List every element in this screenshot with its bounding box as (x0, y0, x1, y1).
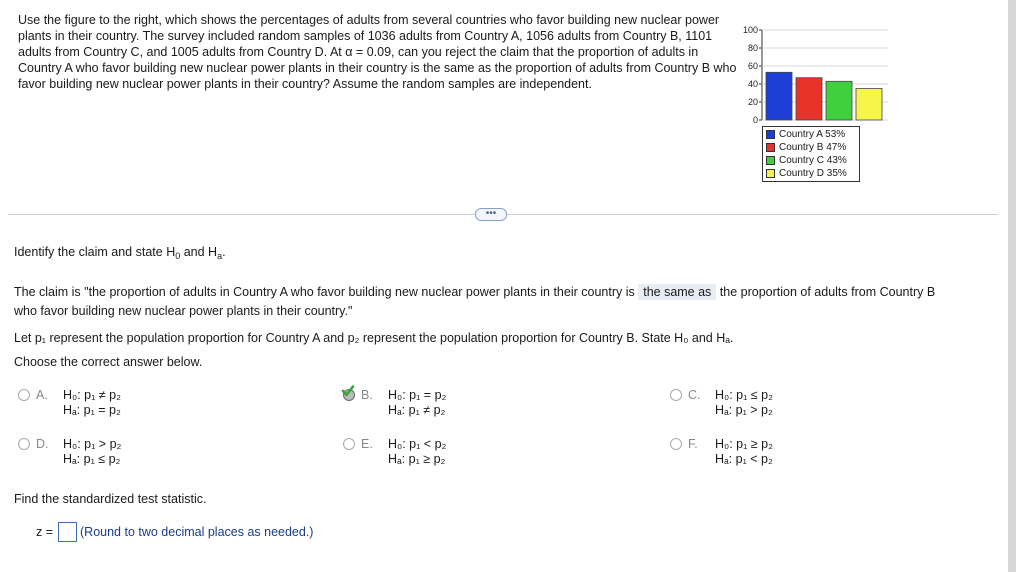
choose-prompt: Choose the correct answer below. (14, 355, 203, 369)
legend-item-country-d: Country D 35% (765, 167, 857, 180)
radio-f[interactable] (670, 438, 682, 450)
bar-country-b (796, 78, 822, 120)
z-answer-input[interactable] (58, 522, 77, 542)
round-hint: (Round to two decimal places as needed.) (80, 525, 314, 539)
y-tick-label: 100 (742, 25, 758, 35)
legend-swatch-d (766, 169, 775, 178)
legend-swatch-b (766, 143, 775, 152)
problem-text: Use the figure to the right, which shows the percentages of adults from several countries who favor building new nuclear power plants in their country. The survey included random samples of 1036 adults from Country A, 1056 adults from Country B, 1101 adults from Country C, and 1005 adults from Country D. At α = 0.09, can you reject the claim that the proportion of adults in Country A who favor building new nuclear power plants in their country is the same as the proportion of adults from Country B who favor building new nuclear power plants in their country? Assume the random samples are independent. (18, 13, 737, 91)
claim-highlight: the same as (638, 284, 716, 300)
legend-swatch-a (766, 130, 775, 139)
claim-text: The claim is "the proportion of adults in Country A who favor building new nuclear power plants in their country is the same as the proportion of adults from Country B who favor building new nuclear power plants in their country." (14, 285, 936, 318)
z-label: z = (36, 525, 54, 539)
bar-country-a (766, 72, 792, 120)
legend-item-country-a: Country A 53% (765, 128, 857, 141)
legend-item-country-c: Country C 43% (765, 154, 857, 167)
radio-a[interactable] (18, 389, 30, 401)
let-p-text: Let p₁ represent the population proportion for Country A and p₂ represent the population proportion for Country B. State H₀ and Hₐ. (14, 331, 734, 345)
bar-country-d (856, 89, 882, 121)
expand-more-button[interactable]: ••• (475, 208, 507, 221)
y-tick-label: 40 (747, 79, 758, 89)
y-tick-label: 20 (747, 97, 758, 107)
radio-e[interactable] (343, 438, 355, 450)
radio-d[interactable] (18, 438, 30, 450)
right-scroll-edge[interactable] (1008, 0, 1016, 572)
y-tick-label: 0 (752, 115, 758, 125)
bar-chart (740, 22, 890, 126)
find-statistic-prompt: Find the standardized test statistic. (14, 492, 207, 506)
y-tick-label: 60 (747, 61, 758, 71)
radio-c[interactable] (670, 389, 682, 401)
legend-item-country-b: Country B 47% (765, 141, 857, 154)
check-icon (341, 384, 355, 398)
bar-country-c (826, 81, 852, 120)
step1-instruction: Identify the claim and state $H_0$ and $H_a$. (14, 245, 226, 261)
legend-swatch-c (766, 156, 775, 165)
chart-legend (762, 126, 860, 182)
y-tick-label: 80 (747, 43, 758, 53)
